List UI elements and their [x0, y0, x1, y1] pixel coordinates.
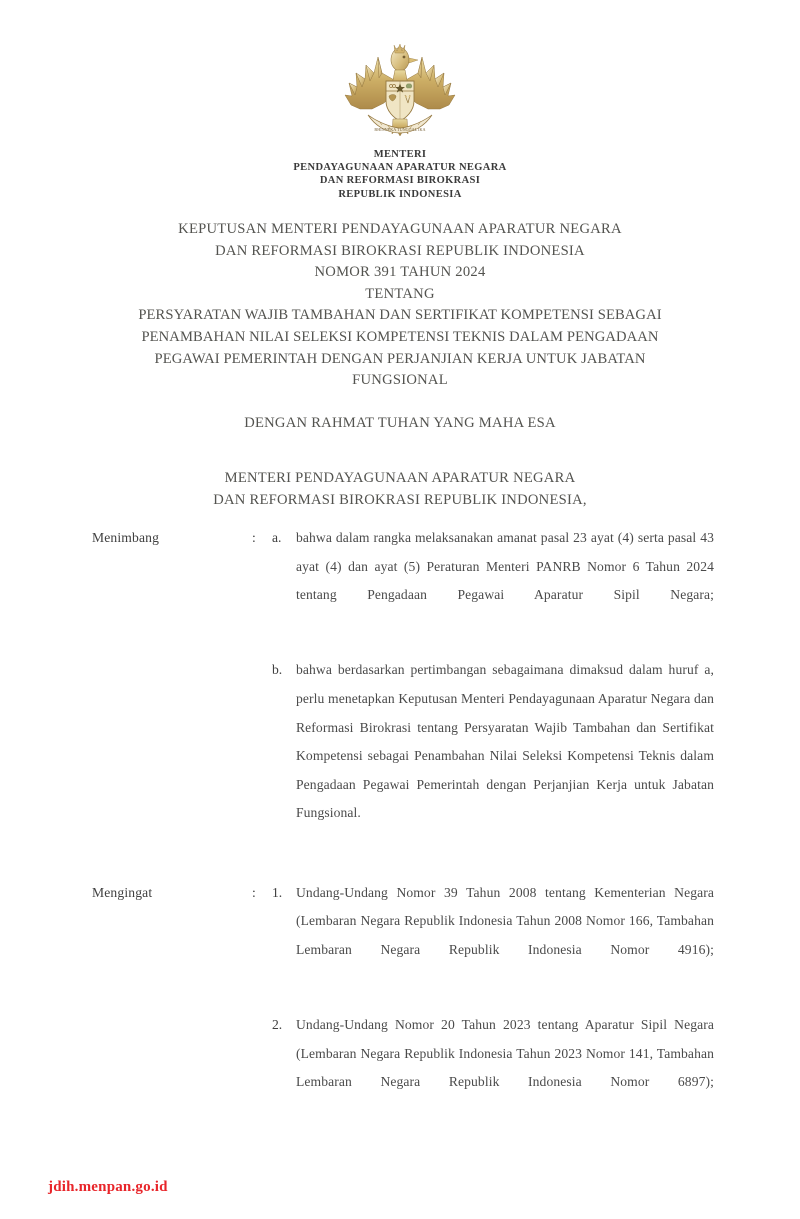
title-line-2: DAN REFORMASI BIROKRASI REPUBLIK INDONESIA: [215, 242, 585, 259]
title-nomor: NOMOR 391 TAHUN 2024: [314, 264, 486, 281]
item-marker-b: b.: [272, 662, 283, 678]
emblem-container: [0, 33, 800, 153]
institution-line-1: MENTERI: [373, 149, 427, 160]
clause-label-menimbang: Menimbang: [92, 530, 160, 545]
clause-items-mengingat: [272, 879, 800, 1126]
item-text-1: Undang-Undang Nomor 39 Tahun 2008 tentang Kementerian Negara (Lembaran Negara Republik Indonesia Tahun 2008 Nomor 166, Tambahan Lembaran Negara Republik Indonesia Nomor 4916);: [296, 884, 714, 957]
clause-section: [0, 524, 800, 1125]
clause-label-mengingat: Mengingat: [92, 884, 153, 900]
spacer: [0, 857, 800, 879]
item-marker-a: a.: [272, 530, 282, 545]
document-title: [0, 219, 800, 392]
list-item: [272, 656, 714, 856]
clause-colon-mengingat: :: [252, 884, 256, 900]
institution-header: [0, 148, 800, 201]
clause-menimbang: [0, 524, 800, 857]
list-item: [272, 879, 714, 993]
item-text-2: Undang-Undang Nomor 20 Tahun 2023 tentang Aparatur Sipil Negara (Lembaran Negara Republik Indonesia Tahun 2023 Nomor 141, Tambahan Lembaran Negara Republik Indonesia Nomor 6897);: [296, 1016, 714, 1090]
invocation-and-authority: [0, 413, 800, 511]
authority-line-2: DAN REFORMASI BIROKRASI REPUBLIK INDONESIA,: [213, 491, 587, 508]
title-tentang: TENTANG: [365, 285, 435, 302]
invocation-line: DENGAN RAHMAT TUHAN YANG MAHA ESA: [244, 415, 556, 431]
list-item: [272, 1011, 714, 1125]
title-subject-line-4: FUNGSIONAL: [352, 372, 448, 389]
jdih-watermark: jdih.menpan.go.id: [48, 1179, 168, 1195]
clause-items-menimbang: [272, 524, 800, 857]
title-subject-line-3: PEGAWAI PEMERINTAH DENGAN PERJANJIAN KERJA UNTUK JABATAN: [154, 350, 646, 367]
authority-line-1: MENTERI PENDAYAGUNAAN APARATUR NEGARA: [224, 469, 576, 486]
list-item: [272, 524, 714, 638]
clause-colon-menimbang: :: [252, 530, 256, 545]
svg-text:BHINNEKA TUNGGAL IKA: BHINNEKA TUNGGAL IKA: [374, 127, 426, 132]
institution-line-4: REPUBLIK INDONESIA: [338, 188, 462, 200]
item-marker-2: 2.: [272, 1016, 283, 1032]
item-text-b: bahwa berdasarkan pertimbangan sebagaimana dimaksud dalam huruf a, perlu menetapkan Keputusan Menteri Pendayagunaan Aparatur Negara dan Reformasi Birokrasi tentang Persyaratan Wajib Tambahan dan Sertifikat Kompetensi sebagai Penambahan Nilai Seleksi Kompetensi Teknis dalam Pengadaan Pegawai Pemerintah dengan Perjanjian Kerja untuk Jabatan Fungsional.: [296, 662, 714, 821]
item-text-a: bahwa dalam rangka melaksanakan amanat pasal 23 ayat (4) serta pasal 43 ayat (4) dan ayat (5) Peraturan Menteri PANRB Nomor 6 Tahun 2024 tentang Pengadaan Pegawai Aparatur Sipil Negara;: [296, 530, 714, 603]
institution-line-2: PENDAYAGUNAAN APARATUR NEGARA: [293, 162, 507, 174]
garuda-pancasila-emblem: [338, 33, 462, 151]
spacer: [0, 435, 800, 468]
item-marker-1: 1.: [272, 884, 283, 900]
title-subject-line-2: PENAMBAHAN NILAI SELEKSI KOMPETENSI TEKNIS DALAM PENGADAAN: [141, 328, 659, 345]
institution-line-3: DAN REFORMASI BIROKRASI: [319, 175, 481, 187]
title-line-1: KEPUTUSAN MENTERI PENDAYAGUNAAN APARATUR NEGARA: [178, 221, 622, 237]
title-subject-line-1: PERSYARATAN WAJIB TAMBAHAN DAN SERTIFIKAT KOMPETENSI SEBAGAI: [138, 307, 662, 324]
clause-mengingat: [0, 879, 800, 1126]
